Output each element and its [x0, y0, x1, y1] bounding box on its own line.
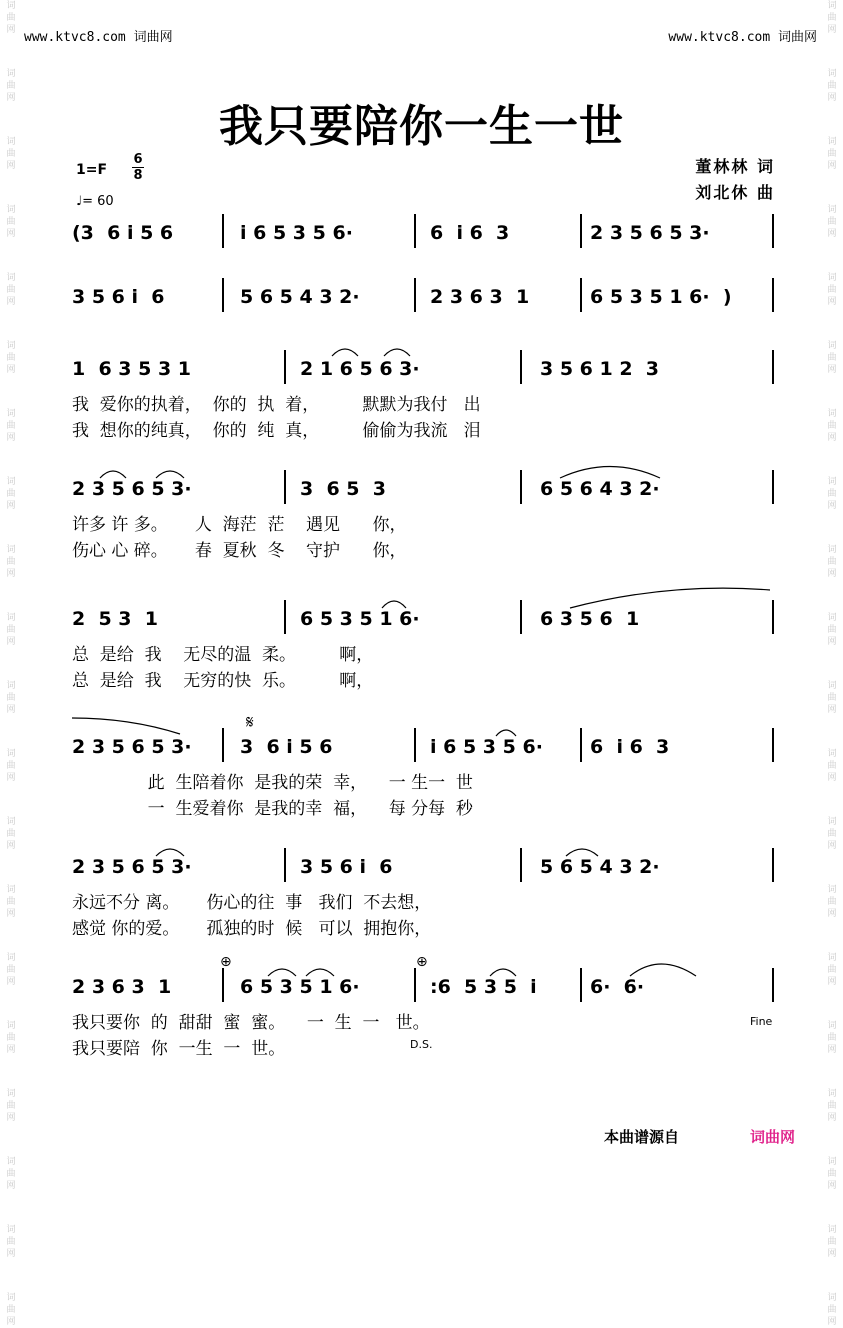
tempo-marking	[76, 194, 114, 209]
bar-line	[414, 278, 416, 312]
measure-notes: 5 6 5 4 3 2·	[240, 286, 360, 308]
bar-line	[772, 350, 774, 384]
measure-notes: 6 3 5 6 1	[540, 608, 640, 630]
segno-icon: 𝄋	[246, 712, 254, 733]
lyric-line: 一 生爱着你 是我的幸 福， 每 分每 秒	[72, 799, 473, 819]
bar-line	[580, 214, 582, 248]
measure-notes: (3 6 i 5 6	[72, 222, 174, 244]
measure-notes: 2 3 5 6 5 3·	[72, 736, 192, 758]
bar-line	[414, 728, 416, 762]
note-row	[0, 976, 843, 1002]
lyric-line: 永远不分 离。 伤心的往 事 我们 不去想，	[72, 893, 432, 913]
watermark-text: 词 曲 网	[6, 409, 16, 443]
watermark-text: 词 曲 网	[6, 1, 16, 35]
watermark-text: 词 曲 网	[6, 137, 16, 171]
bar-line	[520, 470, 522, 504]
watermark-text: 词 曲 网	[6, 613, 16, 647]
watermark-text: 词 曲 网	[6, 1225, 16, 1259]
song-title: 我只要陪你一生一世	[219, 101, 624, 152]
watermark-text: 词 曲 网	[6, 69, 16, 103]
bar-line	[772, 214, 774, 248]
watermark-text: 词 曲 网	[827, 273, 837, 307]
lyric-line: 我只要你 的 甜甜 蜜 蜜。 一 生 一 世。	[72, 1013, 430, 1033]
lyric-line: 此 生陪着你 是我的荣 幸， 一 生一 世	[72, 773, 473, 793]
bar-line	[772, 600, 774, 634]
watermark-text: 词 曲 网	[6, 1021, 16, 1055]
measure-notes: 3 5 6 1 2 3	[540, 358, 660, 380]
watermark-text: 词 曲 网	[6, 1293, 16, 1327]
bar-line	[284, 848, 286, 882]
bar-line	[222, 968, 224, 1002]
watermark-text: 词 曲 网	[6, 205, 16, 239]
bar-line	[284, 600, 286, 634]
footer-site-link[interactable]: 词曲网	[750, 1128, 796, 1146]
bar-line	[580, 728, 582, 762]
measure-notes: 3 5 6 i 6	[300, 856, 393, 878]
note-row	[0, 736, 843, 762]
watermark-text: 词 曲 网	[6, 341, 16, 375]
watermark-text: 词 曲 网	[827, 1225, 837, 1259]
watermark-text: 词 曲 网	[827, 749, 837, 783]
quarter-note-icon: ♩	[76, 194, 83, 209]
measure-notes: 6 5 3 5 1 6· )	[590, 286, 732, 308]
measure-notes: 6 i 6 3	[590, 736, 670, 758]
lyric-line: 感觉 你的爱。 孤独的时 候 可以 拥抱你，	[72, 919, 432, 939]
note-row	[0, 222, 843, 248]
measure-notes: 3 5 6 i 6	[72, 286, 165, 308]
measure-notes: 2 3 6 3 1	[430, 286, 530, 308]
lyric-line: 总 是给 我 无尽的温 柔。 啊，	[72, 645, 374, 665]
watermark-text: 词 曲 网	[6, 749, 16, 783]
measure-notes: 2 3 6 3 1	[72, 976, 172, 998]
bar-line	[222, 278, 224, 312]
watermark-text: 词 曲 网	[827, 1, 837, 35]
lyric-line: 伤心 心 碎。 春 夏秋 冬 守护 你，	[72, 541, 407, 561]
watermark-text: 词 曲 网	[6, 545, 16, 579]
watermark-text: 词 曲 网	[827, 681, 837, 715]
coda-icon: ⊕	[416, 954, 428, 970]
measure-notes: 6 5 6 4 3 2·	[540, 478, 660, 500]
lyric-line: 我只要陪 你 一生 一 世。	[72, 1039, 286, 1059]
bar-line	[520, 848, 522, 882]
bar-line	[520, 600, 522, 634]
watermark-text: 词 曲 网	[6, 477, 16, 511]
lyricist-credit: 董林林 词	[695, 157, 775, 176]
bar-line	[772, 848, 774, 882]
measure-notes: 1 6 3 5 3 1	[72, 358, 192, 380]
ds-mark: D.S.	[410, 1038, 433, 1051]
watermark-text: 词 曲 网	[827, 817, 837, 851]
header-url-left[interactable]: www.ktvc8.com 词曲网	[24, 30, 173, 45]
watermark-text: 词 曲 网	[827, 1089, 837, 1123]
bar-line	[284, 470, 286, 504]
watermark-text: 词 曲 网	[827, 1021, 837, 1055]
measure-notes: 2 5 3 1	[72, 608, 158, 630]
watermark-text: 词 曲 网	[827, 545, 837, 579]
watermark-text: 词 曲 网	[827, 69, 837, 103]
measure-notes: 6 i 6 3	[430, 222, 510, 244]
measure-notes: 2 3 5 6 5 3·	[590, 222, 710, 244]
watermark-text: 词 曲 网	[6, 681, 16, 715]
bar-line	[772, 968, 774, 1002]
note-row	[0, 856, 843, 882]
watermark-text: 词 曲 网	[827, 477, 837, 511]
time-signature	[132, 152, 144, 183]
measure-notes: 6 5 3 5 1 6·	[300, 608, 420, 630]
watermark-text: 词 曲 网	[827, 137, 837, 171]
bar-line	[772, 278, 774, 312]
meter-top: 6	[133, 152, 143, 167]
bar-line	[520, 350, 522, 384]
bar-line	[414, 214, 416, 248]
watermark-text: 词 曲 网	[827, 409, 837, 443]
measure-notes: 2 3 5 6 5 3·	[72, 856, 192, 878]
measure-notes: :6 5 3 5 i	[430, 976, 537, 998]
measure-notes: 3 6 i 5 6	[240, 736, 333, 758]
bar-line	[772, 728, 774, 762]
bar-line	[772, 470, 774, 504]
lyric-line: 我 想你的纯真， 你的 纯 真， 偷偷为我流 泪	[72, 421, 481, 441]
composer-credit: 刘北休 曲	[695, 183, 775, 202]
measure-notes: 6 5 3 5 1 6·	[240, 976, 360, 998]
watermark-text: 词 曲 网	[827, 205, 837, 239]
bar-line	[222, 728, 224, 762]
watermark-text: 词 曲 网	[827, 885, 837, 919]
fine-mark: Fine	[750, 1015, 773, 1028]
watermark-text: 词 曲 网	[827, 953, 837, 987]
measure-notes: i 6 5 3 5 6·	[430, 736, 543, 758]
bar-line	[414, 968, 416, 1002]
measure-notes: 3 6 5 3	[300, 478, 386, 500]
note-row	[0, 358, 843, 384]
lyric-line: 总 是给 我 无穷的快 乐。 啊，	[72, 671, 374, 691]
watermark-text: 词 曲 网	[827, 341, 837, 375]
tempo-value: = 60	[82, 194, 114, 209]
measure-notes: 2 1 6 5 6 3·	[300, 358, 420, 380]
bar-line	[284, 350, 286, 384]
watermark-text: 词 曲 网	[827, 1293, 837, 1327]
watermark-text: 词 曲 网	[6, 885, 16, 919]
watermark-text: 词 曲 网	[6, 273, 16, 307]
note-row	[0, 286, 843, 312]
measure-notes: 6· 6·	[590, 976, 645, 998]
watermark-text: 词 曲 网	[6, 953, 16, 987]
watermark-text: 词 曲 网	[6, 1157, 16, 1191]
bar-line	[580, 278, 582, 312]
meter-bottom: 8	[133, 168, 143, 183]
key-signature: 1=F	[76, 162, 108, 178]
header-url-right[interactable]: www.ktvc8.com 词曲网	[668, 30, 817, 45]
measure-notes: i 6 5 3 5 6·	[240, 222, 353, 244]
note-row	[0, 478, 843, 504]
footer-source-label: 本曲谱源自	[604, 1128, 680, 1146]
lyric-line: 许多 许 多。 人 海茫 茫 遇见 你，	[72, 515, 407, 535]
watermark-text: 词 曲 网	[827, 613, 837, 647]
bar-line	[580, 968, 582, 1002]
watermark-text: 词 曲 网	[827, 1157, 837, 1191]
watermark-text: 词 曲 网	[6, 817, 16, 851]
lyric-line: 我 爱你的执着， 你的 执 着， 默默为我付 出	[72, 395, 481, 415]
measure-notes: 2 3 5 6 5 3·	[72, 478, 192, 500]
bar-line	[222, 214, 224, 248]
note-row	[0, 608, 843, 634]
measure-notes: 5 6 5 4 3 2·	[540, 856, 660, 878]
watermark-text: 词 曲 网	[6, 1089, 16, 1123]
coda-icon: ⊕	[220, 954, 232, 970]
